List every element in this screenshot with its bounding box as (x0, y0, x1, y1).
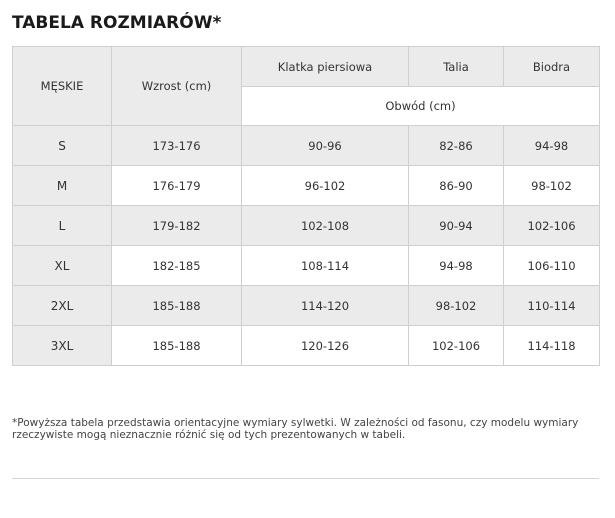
waist-cell: 102-106 (409, 326, 504, 366)
chest-cell: 120-126 (242, 326, 409, 366)
size-cell: XL (13, 246, 112, 286)
chest-cell: 108-114 (242, 246, 409, 286)
height-cell: 185-188 (112, 326, 242, 366)
chest-cell: 90-96 (242, 126, 409, 166)
height-cell: 179-182 (112, 206, 242, 246)
size-cell: M (13, 166, 112, 206)
size-chart-table (12, 46, 600, 366)
waist-cell: 82-86 (409, 126, 504, 166)
height-cell: 182-185 (112, 246, 242, 286)
footnote (12, 417, 602, 441)
page-title: TABELA ROZMIARÓW* (12, 13, 222, 33)
waist-cell: 94-98 (409, 246, 504, 286)
hips-cell: 114-118 (504, 326, 600, 366)
chest-cell: 96-102 (242, 166, 409, 206)
footnote-line-1: *Powyższa tabela przedstawia orientacyjne wymiary sylwetki. W zależności od fasonu, czy modelu wymiary (12, 417, 579, 429)
table-row (13, 126, 600, 166)
size-cell: 2XL (13, 286, 112, 326)
hips-cell: 102-106 (504, 206, 600, 246)
size-cell: L (13, 206, 112, 246)
hips-cell: 106-110 (504, 246, 600, 286)
hips-cell: 98-102 (504, 166, 600, 206)
waist-cell: 98-102 (409, 286, 504, 326)
table-row (13, 326, 600, 366)
footnote-line-2: rzeczywiste mogą nieznacznie różnić się od tych prezentowanych w tabeli. (12, 429, 406, 441)
hips-cell: 94-98 (504, 126, 600, 166)
height-cell: 176-179 (112, 166, 242, 206)
height-cell: 185-188 (112, 286, 242, 326)
table-row (13, 246, 600, 286)
header-circumference: Obwód (cm) (242, 87, 600, 126)
header-chest: Klatka piersiowa (242, 47, 409, 87)
table-row (13, 206, 600, 246)
waist-cell: 90-94 (409, 206, 504, 246)
hips-cell: 110-114 (504, 286, 600, 326)
size-cell: 3XL (13, 326, 112, 366)
header-height: Wzrost (cm) (112, 47, 242, 126)
height-cell: 173-176 (112, 126, 242, 166)
size-cell: S (13, 126, 112, 166)
table-row (13, 166, 600, 206)
header-men: MĘSKIE (13, 47, 112, 126)
header-waist: Talia (409, 47, 504, 87)
header-hips: Biodra (504, 47, 600, 87)
chest-cell: 114-120 (242, 286, 409, 326)
chest-cell: 102-108 (242, 206, 409, 246)
table-row (13, 286, 600, 326)
waist-cell: 86-90 (409, 166, 504, 206)
divider (12, 478, 599, 479)
